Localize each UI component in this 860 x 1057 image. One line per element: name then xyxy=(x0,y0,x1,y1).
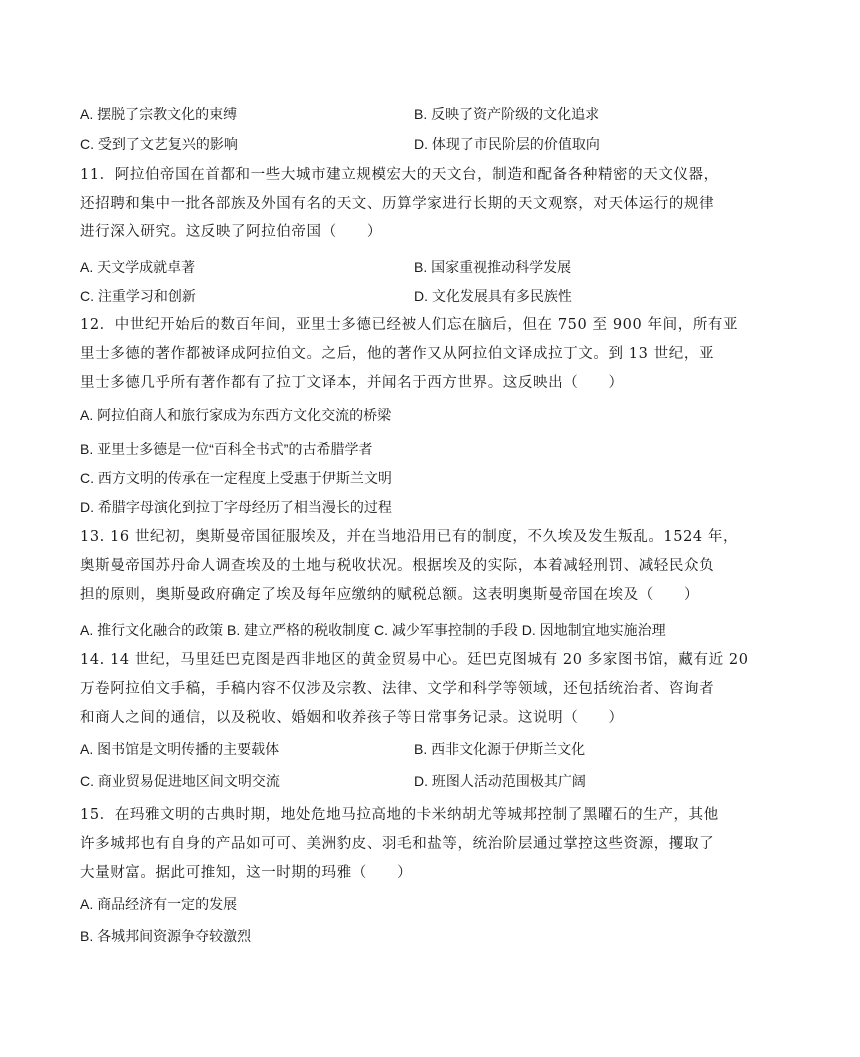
q12-option-d: D. 希腊字母演化到拉丁字母经历了相当漫长的过程 xyxy=(80,499,392,515)
q10-option-d: D. 体现了市民阶层的价值取向 xyxy=(414,136,600,152)
q12-stem-line-1: 12．中世纪开始后的数百年间，亚里士多德已经被人们忘在脑后，但在 750 至 900 年间，所有亚 xyxy=(80,317,739,333)
q12-stem-line-3: 里士多德几乎所有著作都有了拉丁文译本，并闻名于西方世界。这反映出（ ） xyxy=(80,375,624,391)
q15-stem-line-3: 大量财富。据此可推知，这一时期的玛雅（ ） xyxy=(80,865,413,881)
q14-stem-line-2: 万卷阿拉伯文手稿，手稿内容不仅涉及宗教、法律、文学和科学等领域，还包括统治者、咨询者 xyxy=(80,681,715,697)
q11-option-d: D. 文化发展具有多民族性 xyxy=(414,288,572,304)
q12-option-a: A. 阿拉伯商人和旅行家成为东西方文化交流的桥梁 xyxy=(80,407,392,423)
q13-options: A. 推行文化融合的政策 B. 建立严格的税收制度 C. 减少军事控制的手段 D. 因地制宜地实施治理 xyxy=(80,622,666,638)
q14-option-c: C. 商业贸易促进地区间文明交流 xyxy=(80,773,280,789)
q11-stem-line-2: 还招聘和集中一批各部族及外国有名的天文、历算学家进行长期的天文观察，对天体运行的规律 xyxy=(80,196,715,212)
q10-option-c: C. 受到了文艺复兴的影响 xyxy=(80,136,238,152)
q12-stem-line-2: 里士多德的著作都被译成阿拉伯文。之后，他的著作又从阿拉伯文译成拉丁文。到 13 世纪，亚 xyxy=(80,346,715,362)
q14-stem-line-3: 和商人之间的通信，以及税收、婚姻和收养孩子等日常事务记录。这说明（ ） xyxy=(80,710,624,726)
q14-stem-line-1: 14. 14 世纪，马里廷巴克图是西非地区的黄金贸易中心。廷巴克图城有 20 多家图书馆，藏有近 20 xyxy=(80,652,749,668)
q12-option-c: C. 西方文明的传承在一定程度上受惠于伊斯兰文明 xyxy=(80,470,392,486)
q13-stem-line-2: 奥斯曼帝国苏丹命人调查埃及的土地与税收状况。根据埃及的实际，本着减轻刑罚、减轻民众负 xyxy=(80,558,715,574)
q14-option-a: A. 图书馆是文明传播的主要载体 xyxy=(80,741,280,757)
q13-stem-line-1: 13. 16 世纪初，奥斯曼帝国征服埃及，并在当地沿用已有的制度，不久埃及发生叛乱。1524 年， xyxy=(80,529,739,545)
q12-option-b: B. 亚里士多德是一位“百科全书式”的古希腊学者 xyxy=(80,441,373,457)
q11-stem-line-1: 11．阿拉伯帝国在首都和一些大城市建立规模宏大的天文台，制造和配备各种精密的天文仪器， xyxy=(80,167,719,183)
q14-option-d: D. 班图人活动范围极其广阔 xyxy=(414,773,586,789)
q10-option-a: A. 摆脱了宗教文化的束缚 xyxy=(80,106,238,122)
q15-option-b: B. 各城邦间资源争夺较激烈 xyxy=(80,928,252,944)
q15-stem-line-1: 15．在玛雅文明的古典时期，地处危地马拉高地的卡米纳胡尤等城邦控制了黑曜石的生产，其他 xyxy=(80,807,719,823)
q13-stem-line-3: 担的原则，奥斯曼政府确定了埃及每年应缴纳的赋税总额。这表明奥斯曼帝国在埃及（ ） xyxy=(80,587,700,603)
q11-stem-line-3: 进行深入研究。这反映了阿拉伯帝国（ ） xyxy=(80,224,382,240)
q11-option-c: C. 注重学习和创新 xyxy=(80,288,196,304)
q11-option-a: A. 天文学成就卓著 xyxy=(80,259,196,275)
q10-option-b: B. 反映了资产阶级的文化追求 xyxy=(414,106,600,122)
q14-option-b: B. 西非文化源于伊斯兰文化 xyxy=(414,741,586,757)
q15-stem-line-2: 许多城邦也有自身的产品如可可、美洲豹皮、羽毛和盐等，统治阶层通过掌控这些资源，攫取了 xyxy=(80,836,715,852)
q11-option-b: B. 国家重视推动科学发展 xyxy=(414,259,572,275)
q15-option-a: A. 商品经济有一定的发展 xyxy=(80,896,238,912)
